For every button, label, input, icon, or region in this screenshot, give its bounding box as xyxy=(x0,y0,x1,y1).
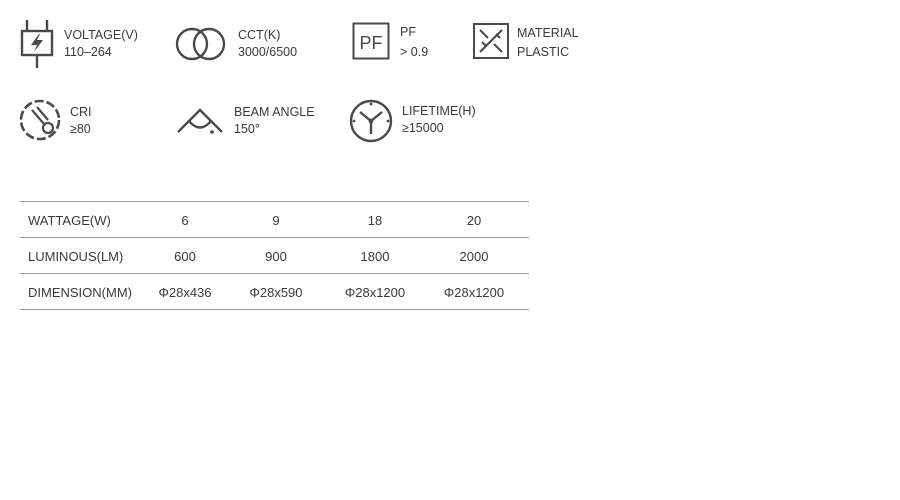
material-pattern-icon xyxy=(472,22,510,62)
beam-angle-icon xyxy=(176,100,226,140)
row-header: DIMENSION(MM) xyxy=(28,285,132,300)
spec-pf xyxy=(352,22,462,62)
spec-lifetime xyxy=(348,98,498,144)
table-cell: Φ28x590 xyxy=(249,285,303,300)
voltage-label: VOLTAGE(V) xyxy=(64,28,138,42)
pf-box-icon xyxy=(352,22,390,62)
table-cell: Φ28x1200 xyxy=(443,285,505,300)
row-header: WATTAGE(W) xyxy=(28,213,111,228)
thermometer-dial-icon xyxy=(18,98,62,142)
spec-cct xyxy=(174,24,304,64)
table-cell: Φ28x1200 xyxy=(344,285,406,300)
spec-table xyxy=(20,201,529,310)
cct-label: CCT(K) xyxy=(238,28,281,42)
pf-value: > 0.9 xyxy=(400,45,429,59)
table-cell: 1800 xyxy=(360,249,390,264)
pf-label: PF xyxy=(400,25,416,39)
table-cell: Φ28x436 xyxy=(158,285,212,300)
voltage-value: 110–264 xyxy=(64,45,112,59)
table-row-wattage xyxy=(20,201,529,237)
beam-angle-label: BEAM ANGLE xyxy=(234,105,315,119)
svg-text:PF: PF xyxy=(359,33,383,53)
cri-label: CRI xyxy=(70,105,92,119)
row-header: LUMINOUS(LM) xyxy=(28,249,124,264)
material-label: MATERIAL xyxy=(517,26,579,40)
spec-voltage xyxy=(18,18,148,70)
cri-value: ≥80 xyxy=(70,122,91,136)
table-row-luminous xyxy=(20,237,529,273)
clock-icon xyxy=(348,98,394,144)
lifetime-value: ≥15000 xyxy=(402,121,444,135)
table-cell: 18 xyxy=(367,213,383,228)
cct-value: 3000/6500 xyxy=(238,45,298,59)
table-cell: 20 xyxy=(466,213,482,228)
lifetime-label: LIFETIME(H) xyxy=(402,104,476,118)
table-cell: 6 xyxy=(181,213,189,228)
plug-bolt-icon xyxy=(18,18,62,70)
table-cell: 600 xyxy=(174,249,196,264)
material-value: PLASTIC xyxy=(517,45,570,59)
spec-cri xyxy=(18,98,128,142)
table-cell: 2000 xyxy=(459,249,489,264)
table-cell: 9 xyxy=(272,213,280,228)
beam-angle-value: 150° xyxy=(234,122,260,136)
table-row-dimension xyxy=(20,273,529,310)
table-cell: 900 xyxy=(265,249,287,264)
overlapping-circles-icon xyxy=(174,24,230,64)
spec-material xyxy=(472,22,602,62)
spec-beam-angle xyxy=(176,100,336,140)
